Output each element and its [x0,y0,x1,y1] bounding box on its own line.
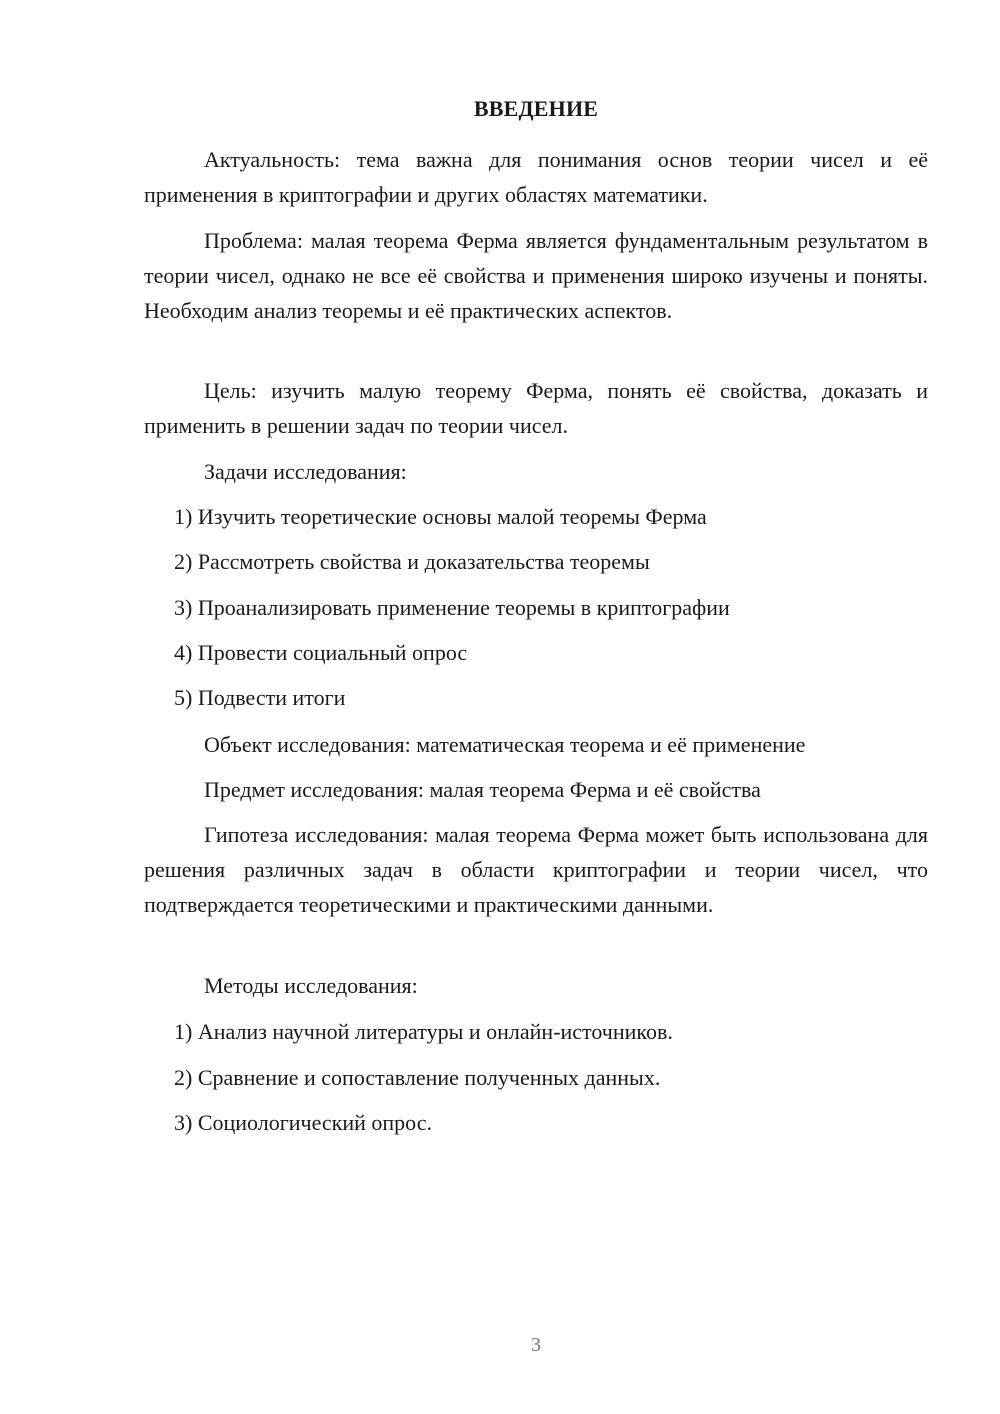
goal-paragraph: Цель: изучить малую теорему Ферма, понять её свойства, доказать и применить в решении задач по теории чисел. [144,378,928,438]
method-item: 1) Анализ научной литературы и онлайн-источников. [174,1019,673,1044]
method-item: 3) Социологический опрос. [174,1110,432,1135]
section-heading: ВВЕДЕНИЕ [473,96,599,121]
task-item: 4) Провести социальный опрос [174,640,468,665]
hypothesis-paragraph: Гипотеза исследования: малая теорема Ферма может быть использована для решения различных задач в области криптографии и теории чисел, что подтверждается теоретическими и практическими данными. [144,822,928,917]
method-item: 2) Сравнение и сопоставление полученных данных. [174,1065,661,1090]
task-item: 3) Проанализировать применение теоремы в криптографии [174,595,730,620]
task-item: 2) Рассмотреть свойства и доказательства теоремы [174,549,650,574]
subject-line: Предмет исследования: малая теорема Ферма и её свойства [204,777,761,802]
page-number: 3 [531,1334,541,1356]
task-item: 1) Изучить теоретические основы малой теоремы Ферма [174,504,707,529]
task-item: 5) Подвести итоги [174,685,346,710]
methods-label: Методы исследования: [204,973,418,998]
object-line: Объект исследования: математическая теорема и её применение [204,732,806,757]
problem-paragraph: Проблема: малая теорема Ферма является фундаментальным результатом в теории чисел, однако не все её свойства и применения широко изучены и поняты. Необходим анализ теоремы и её практических аспектов. [144,228,928,323]
relevance-paragraph: Актуальность: тема важна для понимания основ теории чисел и её применения в криптографии и других областях математики. [144,147,928,207]
tasks-label: Задачи исследования: [204,459,407,484]
